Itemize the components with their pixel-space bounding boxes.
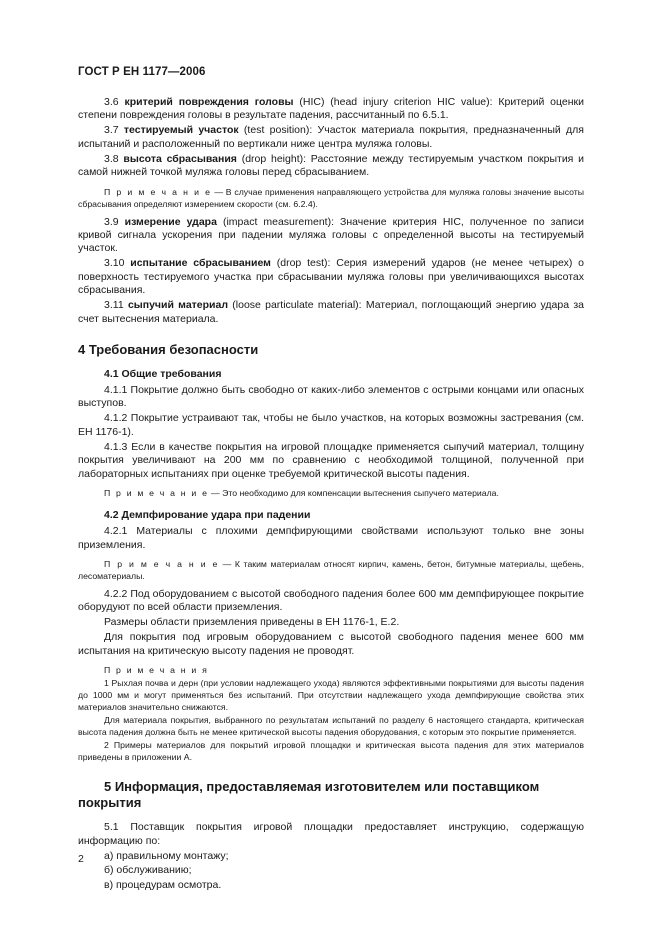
section-4-title: 4 Требования безопасности — [78, 342, 259, 358]
definition-number: 3.8 — [104, 152, 119, 165]
document-header: ГОСТ Р ЕН 1177—2006 — [78, 66, 206, 78]
note-text: — В случае применения направляющего устройства для муляжа головы значение высоты сбрасывания определяют измерением скорости (см. 6.2.4). — [78, 186, 584, 209]
note-loose-material — [78, 487, 584, 499]
note-item-1: 1 Рыхлая почва и дерн (при условии надлежащего ухода) являются эффективными покрытиями для высоты падения до 1000 мм и могут применяться без испытаний. При отсутствии надлежащего ухода демпфирующие свойства этих материалов значительно снижаются. — [78, 678, 584, 713]
note-label: П р и м е ч а н и е — [104, 558, 220, 569]
definition-3-7 — [78, 124, 584, 151]
list-item-inspection: в) процедурам осмотра. — [104, 878, 222, 891]
definition-term: критерий повреждения головы — [124, 96, 294, 108]
note-poor-materials — [78, 558, 584, 582]
subsection-4-1-title: 4.1 Общие требования — [104, 368, 222, 381]
note-drop-height — [78, 186, 584, 210]
definition-number: 3.9 — [104, 215, 119, 228]
definition-3-9 — [78, 216, 584, 256]
document-body — [78, 96, 584, 893]
definition-3-6 — [78, 96, 584, 123]
clause-4-2-1: 4.2.1 Материалы с плохими демпфирующими свойствами используют только вне зоны приземления. — [78, 525, 584, 551]
definition-number: 3.10 — [104, 257, 125, 270]
section-5-title: 5 Информация, предоставляемая изготовителем или поставщиком покрытия — [78, 779, 540, 811]
definition-term: тестируемый участок — [123, 124, 239, 137]
note-text: — Это необходимо для компенсации вытеснения сыпучего материала. — [208, 488, 499, 499]
note-label: П р и м е ч а н и е — [104, 186, 212, 197]
definition-text: (impact measurement): Значение критерия HIC, полученное по записи кривой сигнала ускорения при падении муляжа головы с определенной высоты на тестируемый участок. — [78, 215, 585, 255]
note-item-2: 2 Примеры материалов для покрытий игровой площадки и критическая высота падения для этих материалов приведены в приложении А. — [78, 740, 584, 763]
definition-3-11 — [78, 299, 584, 326]
definition-text: (loose particulate material): Материал, поглощающий энергию удара за счет вытеснения материала. — [78, 299, 584, 325]
subsection-4-2-title: 4.2 Демпфирование удара при падении — [104, 509, 311, 522]
definition-3-10 — [78, 257, 584, 297]
definition-text: (test position): Участок материала покрытия, предназначенный для испытаний и расположенный по вертикали ниже центра муляжа головы. — [78, 124, 584, 150]
definition-3-8 — [78, 153, 584, 180]
note-item-1-continued: Для материала покрытия, выбранного по результатам испытаний по разделу 6 настоящего стандарта, критическая высота падения должна быть не менее критической высоты падения оборудования, с которым это покрытие применяется. — [78, 715, 584, 738]
notes-label: П р и м е ч а н и я — [104, 665, 209, 676]
definition-term: сыпучий материал — [127, 299, 229, 312]
page-number: 2 — [78, 853, 84, 865]
clause-4-2-2-low-height: Для покрытия под игровым оборудованием с высотой свободного падения менее 600 мм испытания на критическую высоту падения не проводят. — [78, 631, 584, 657]
definition-text: (drop height): Расстояние между тестируемым участком покрытия и самой нижней точкой муляжа головы перед сбрасыванием. — [78, 152, 585, 179]
definition-term: высота сбрасывания — [123, 152, 237, 165]
definition-number: 3.11 — [104, 299, 124, 312]
clause-4-2-2-landing-area: Размеры области приземления приведены в ЕН 1176-1, Е.2. — [104, 616, 400, 629]
clause-4-2-2: 4.2.2 Под оборудованием с высотой свободного падения более 600 мм демпфирующее покрытие оборудуют по всей области приземления. — [78, 587, 584, 614]
definition-term: испытание сбрасыванием — [130, 257, 271, 270]
list-item-installation: а) правильному монтажу; — [104, 849, 229, 862]
clause-4-1-2: 4.1.2 Покрытие устраивают так, чтобы не было участков, на которых возможны застревания (см. ЕН 1176-1). — [78, 412, 584, 438]
definition-text: (drop test): Серия измерений ударов (не менее четырех) о поверхность тестируемого участка при сбрасывании муляжа головы при увеличивающихся высотах сбрасывания. — [78, 257, 584, 297]
note-label: П р и м е ч а н и е — [104, 488, 209, 499]
clause-5-1: 5.1 Поставщик покрытия игровой площадки предоставляет инструкцию, содержащую информацию по: — [78, 821, 584, 847]
definition-number: 3.6 — [104, 96, 119, 108]
clause-4-1-1: 4.1.1 Покрытие должно быть свободно от каких-либо элементов с острыми концами или опасных выступов. — [78, 384, 584, 410]
definition-text: (HIC) (head injury criterion HIC value): Критерий оценки степени повреждения головы в результате падения, рассчитанный по 6.5.1. — [78, 96, 584, 122]
clause-4-1-3: 4.1.3 Если в качестве покрытия на игровой площадке применяется сыпучий материал, толщину покрытия увеличивают на 200 мм по сравнению с необходимой толщиной, полученной при лабораторных испытаниях при оценке требуемой критической высоты падения. — [78, 440, 584, 480]
note-text: — К таким материалам относят кирпич, камень, бетон, битумные материалы, щебень, лесоматериалы. — [78, 558, 584, 581]
list-item-maintenance: б) обслуживанию; — [104, 864, 192, 877]
definition-term: измерение удара — [124, 215, 217, 228]
definition-number: 3.7 — [104, 124, 119, 137]
